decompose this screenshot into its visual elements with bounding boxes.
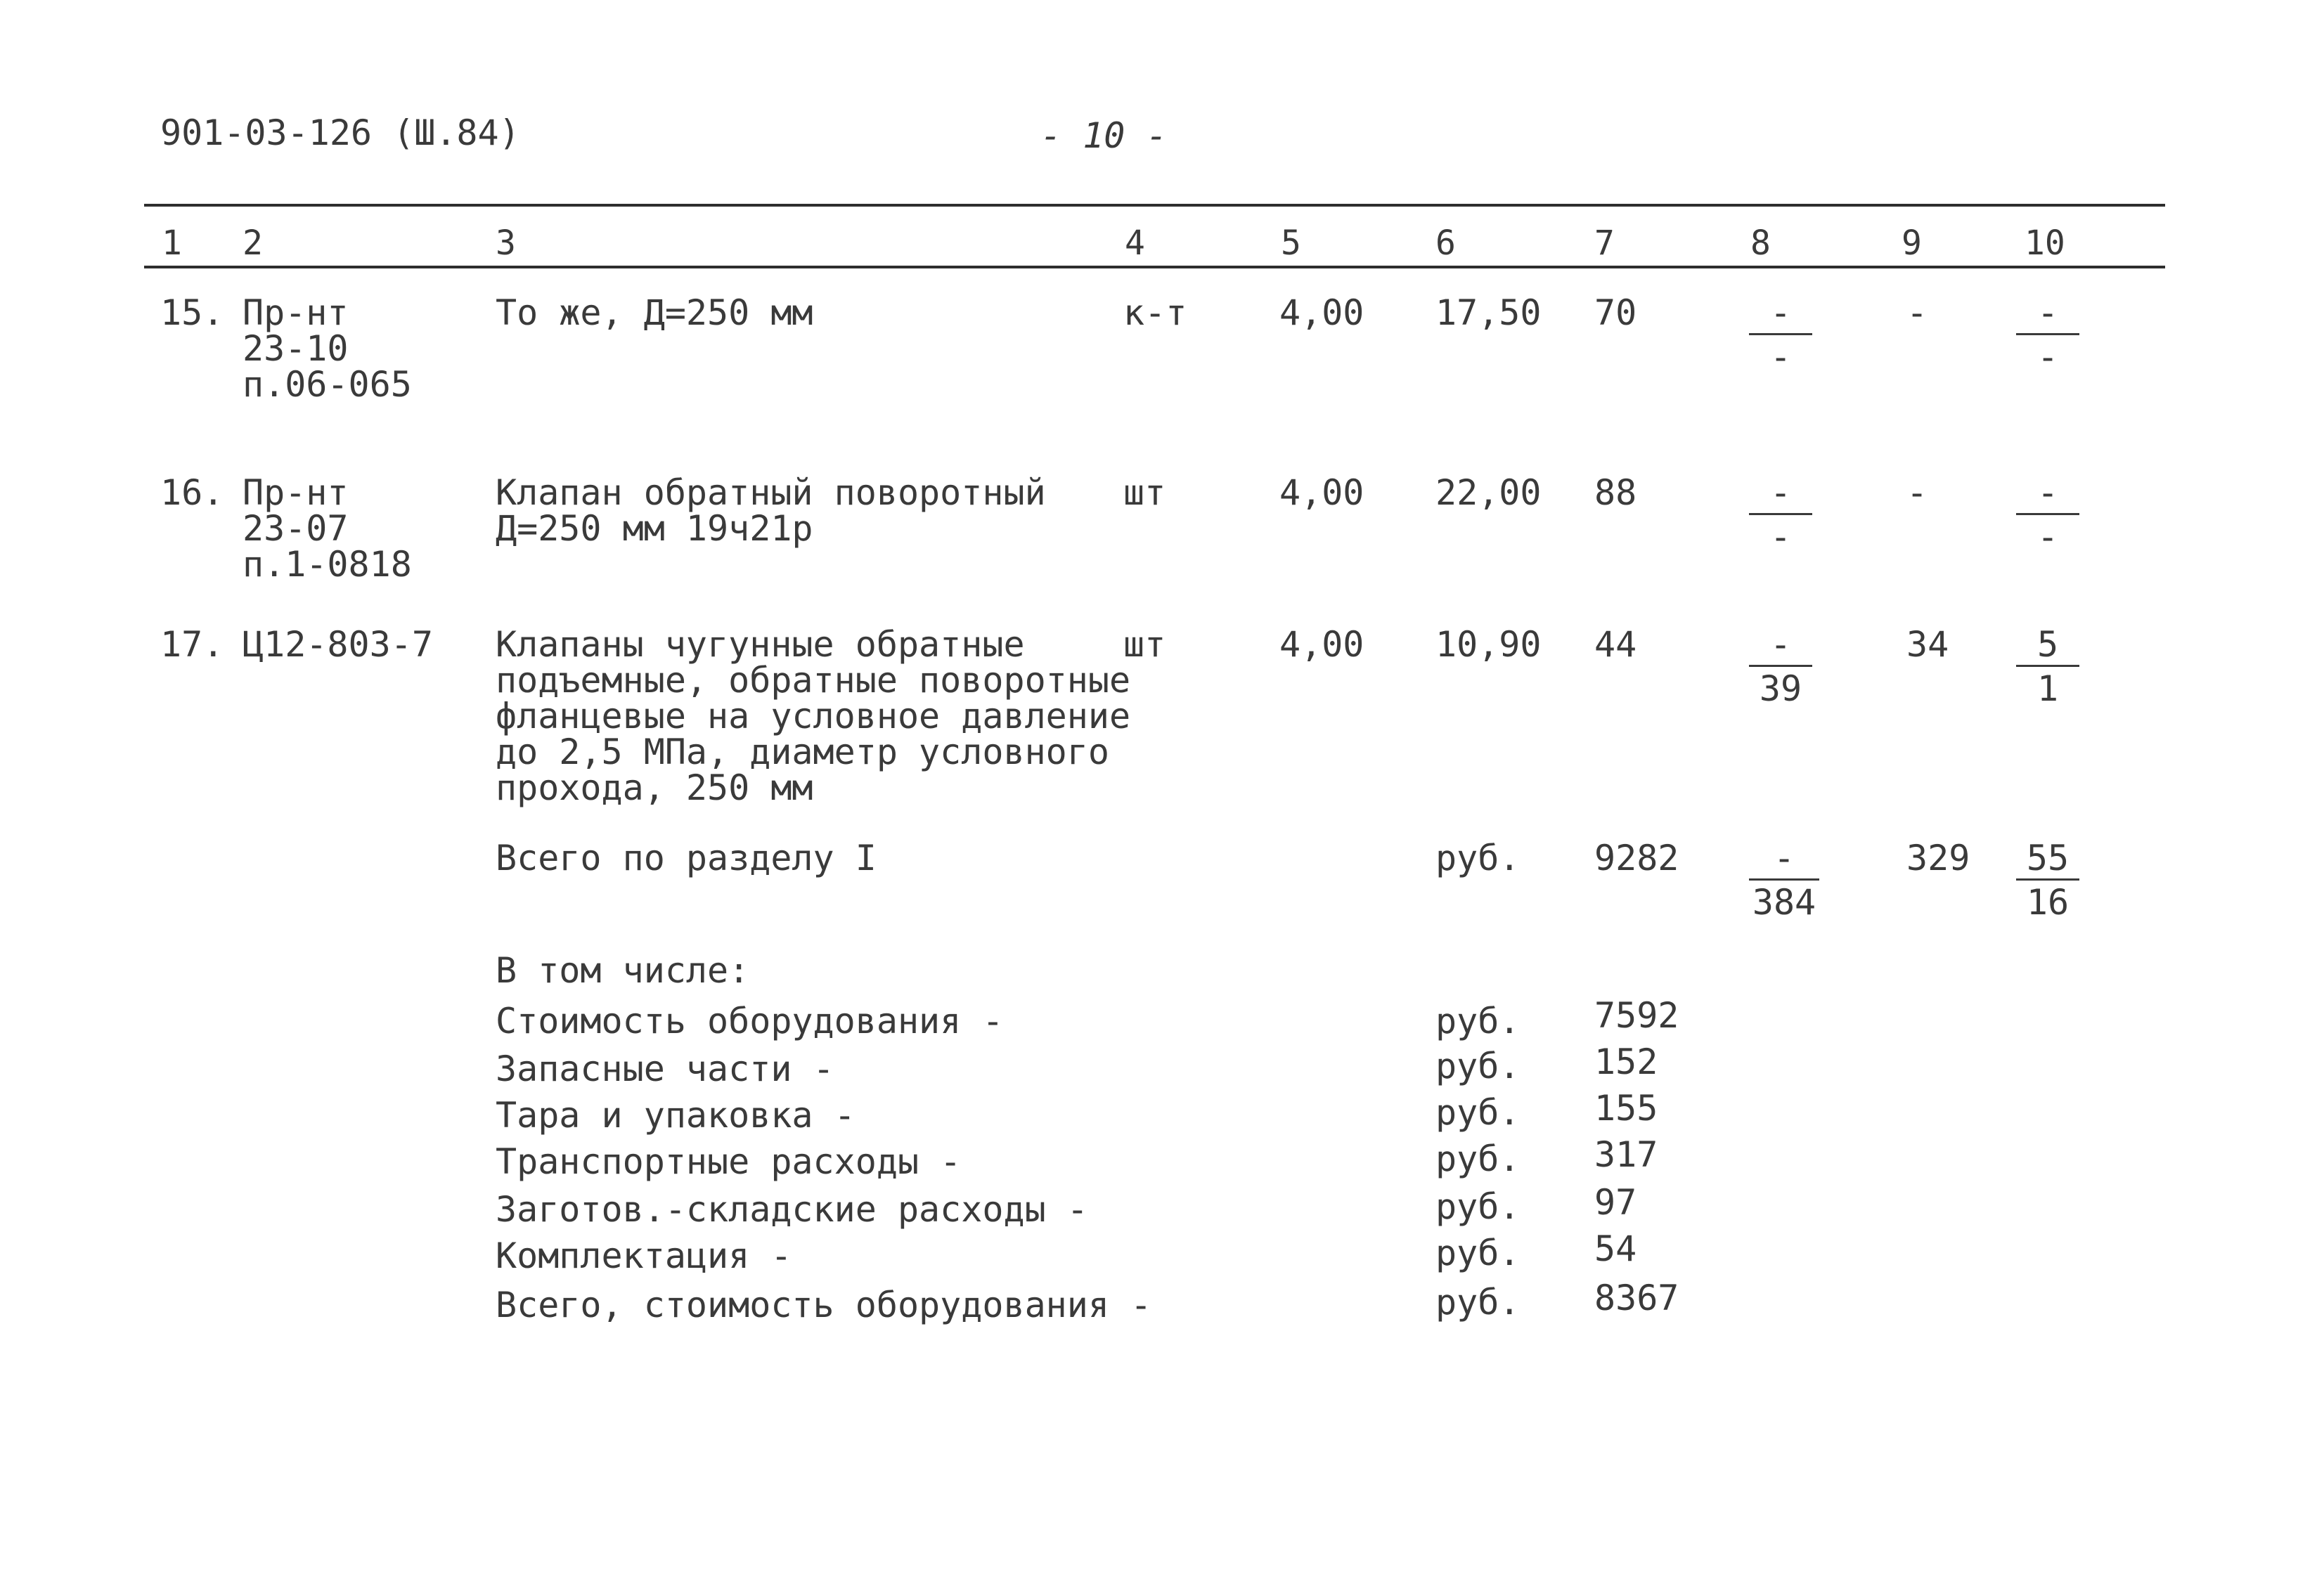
table-top-rule (144, 204, 2165, 207)
row-description: Клапан обратный поворотный Д=250 мм 19ч21р (496, 472, 1046, 549)
row-col9: - (1906, 292, 1928, 333)
fraction-bar (2016, 665, 2079, 667)
row-description: Клапаны чугунные обратные подъемные, обратные поворотные фланцевые на условное давление до 2,5 МПа, диаметр условного прохода, 250 мм (496, 624, 1131, 808)
breakdown-value: 152 (1594, 1041, 1658, 1082)
row-code: Пр-нт 23-10 п.06-065 (243, 292, 412, 405)
fraction-bar (2016, 333, 2079, 335)
fraction-bar (1749, 513, 1812, 515)
section-total-unit: руб. (1435, 838, 1521, 878)
row-number: 17. (160, 624, 224, 665)
col10-denominator: 1 (2036, 668, 2059, 709)
col8-numerator: - (1769, 472, 1792, 513)
row-number: 15. (160, 292, 224, 333)
row-total: 44 (1594, 624, 1637, 665)
breakdown-label: Всего, стоимость оборудования - (496, 1285, 1152, 1325)
row-total: 70 (1594, 292, 1637, 333)
col8-numerator: - (1773, 838, 1795, 878)
breakdown-unit: руб. (1435, 1233, 1521, 1273)
row-description: То же, Д=250 мм (496, 292, 813, 333)
row-col8-fraction (1749, 624, 1812, 709)
table-header-rule (144, 266, 2165, 268)
row-quantity: 4,00 (1279, 472, 1364, 513)
breakdown-title: В том числе: (496, 950, 750, 991)
row-unit: шт (1123, 472, 1166, 513)
col10-numerator: - (2036, 472, 2059, 513)
col8-denominator: - (1769, 517, 1792, 557)
breakdown-value: 8367 (1594, 1278, 1679, 1318)
row-unit: шт (1123, 624, 1166, 665)
fraction-bar (2016, 513, 2079, 515)
breakdown-unit: руб. (1435, 1046, 1521, 1086)
section-total-col8-fraction (1749, 838, 1819, 923)
breakdown-value: 7592 (1594, 995, 1679, 1036)
row-code: Ц12-803-7 (243, 624, 433, 665)
row-col10-fraction (2016, 292, 2079, 377)
col10-numerator: 55 (2026, 838, 2070, 878)
breakdown-unit: руб. (1435, 1001, 1521, 1041)
column-header-8: 8 (1750, 223, 1771, 263)
fraction-bar (2016, 878, 2079, 881)
section-total-label: Всего по разделу I (496, 838, 877, 878)
row-col8-fraction (1749, 292, 1812, 377)
row-unit-price: 10,90 (1435, 624, 1542, 665)
col8-denominator: 39 (1759, 668, 1802, 709)
row-unit-price: 17,50 (1435, 292, 1542, 333)
breakdown-label: Тара и упаковка - (496, 1095, 856, 1136)
row-code: Пр-нт 23-07 п.1-0818 (243, 472, 412, 585)
row-col10-fraction (2016, 472, 2079, 557)
column-header-9: 9 (1902, 223, 1922, 263)
breakdown-value: 97 (1594, 1182, 1637, 1223)
breakdown-value: 155 (1594, 1088, 1658, 1129)
column-header-5: 5 (1281, 223, 1301, 263)
row-col9: - (1906, 472, 1928, 513)
breakdown-value: 54 (1594, 1228, 1637, 1269)
row-quantity: 4,00 (1279, 624, 1364, 665)
col8-denominator: 384 (1752, 882, 1816, 923)
col8-numerator: - (1769, 292, 1792, 333)
breakdown-unit: руб. (1435, 1092, 1521, 1133)
col8-denominator: - (1769, 337, 1792, 377)
breakdown-unit: руб. (1435, 1138, 1521, 1179)
col10-denominator: - (2036, 337, 2059, 377)
column-header-3: 3 (496, 223, 516, 263)
column-header-10: 10 (2025, 223, 2065, 263)
fraction-bar (1749, 878, 1819, 881)
breakdown-label: Стоимость оборудования - (496, 1001, 1004, 1041)
section-total-value: 9282 (1594, 838, 1679, 878)
breakdown-unit: руб. (1435, 1186, 1521, 1227)
column-header-1: 1 (162, 223, 182, 263)
col10-denominator: 16 (2026, 882, 2070, 923)
section-total-col10-fraction (2016, 838, 2079, 923)
fraction-bar (1749, 333, 1812, 335)
row-total: 88 (1594, 472, 1637, 513)
row-col9: 34 (1906, 624, 1949, 665)
breakdown-label: Запасные части - (496, 1049, 834, 1089)
col10-numerator: 5 (2036, 624, 2059, 665)
row-quantity: 4,00 (1279, 292, 1364, 333)
column-header-4: 4 (1125, 223, 1145, 263)
col10-numerator: - (2036, 292, 2059, 333)
row-unit-price: 22,00 (1435, 472, 1542, 513)
breakdown-value: 317 (1594, 1134, 1658, 1175)
page-number: - 10 - (1040, 115, 1168, 156)
fraction-bar (1749, 665, 1812, 667)
breakdown-unit: руб. (1435, 1282, 1521, 1323)
row-col10-fraction (2016, 624, 2079, 709)
row-col8-fraction (1749, 472, 1812, 557)
column-header-2: 2 (243, 223, 263, 263)
breakdown-label: Комплектация - (496, 1235, 792, 1276)
breakdown-label: Заготов.-складские расходы - (496, 1189, 1088, 1230)
breakdown-label: Транспортные расходы - (496, 1141, 962, 1182)
document-code: 901-03-126 (Ш.84) (160, 112, 520, 153)
column-header-6: 6 (1435, 223, 1456, 263)
row-number: 16. (160, 472, 224, 513)
column-header-7: 7 (1594, 223, 1615, 263)
col10-denominator: - (2036, 517, 2059, 557)
row-unit: к-т (1123, 292, 1187, 333)
col8-numerator: - (1769, 624, 1792, 665)
section-total-col9: 329 (1906, 838, 1970, 878)
